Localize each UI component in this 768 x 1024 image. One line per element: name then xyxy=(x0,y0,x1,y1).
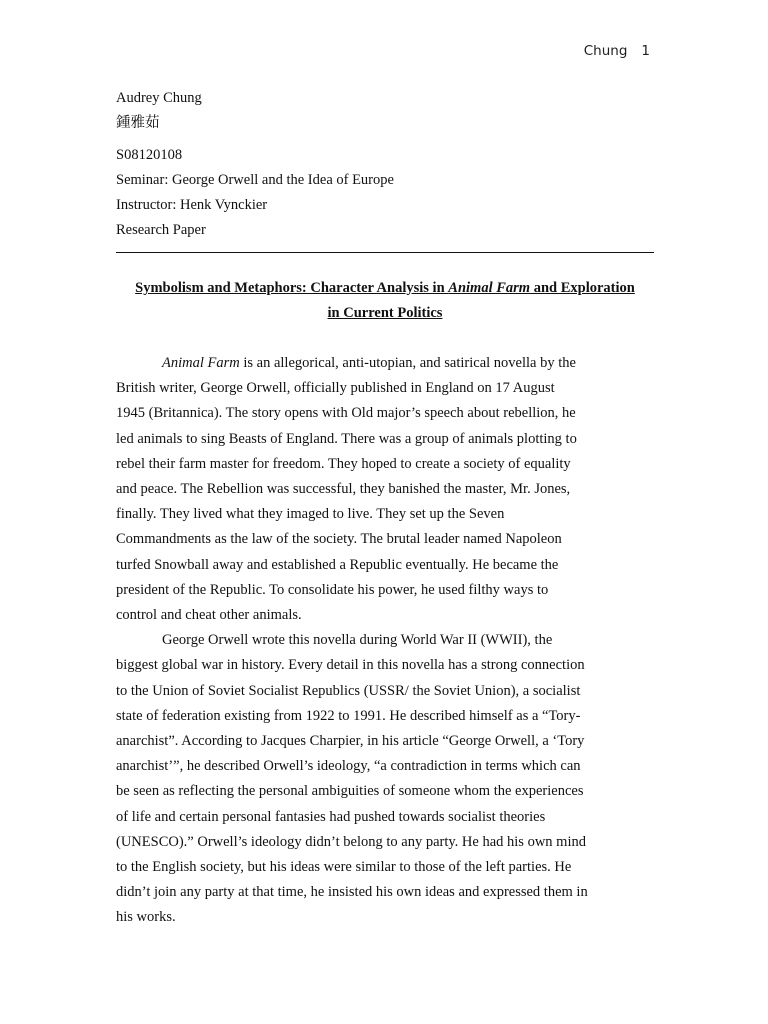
paragraph-line: of life and certain personal fantasies had pushed towards socialist theories xyxy=(116,808,546,825)
title-part-1: Symbolism and Metaphors: Character Analysis in xyxy=(135,280,449,296)
paragraph-1 xyxy=(116,351,624,628)
paragraph-line: anarchist”. According to Jacques Charpier, in his article “George Orwell, a ‘Tory xyxy=(116,733,585,750)
paragraph-line: led animals to sing Beasts of England. There was a group of animals plotting to xyxy=(116,430,577,447)
paragraph-line: rebel their farm master for freedom. They hoped to create a society of equality xyxy=(116,455,571,472)
paragraph-line: anarchist’”, he described Orwell’s ideology, “a contradiction in terms which can xyxy=(116,758,581,775)
paragraph-line: state of federation existing from 1922 to 1991. He described himself as a “Tory- xyxy=(116,707,581,724)
author-name: Audrey Chung xyxy=(116,90,202,106)
instructor-name: Instructor: Henk Vynckier xyxy=(116,197,268,213)
paragraph-line: control and cheat other animals. xyxy=(116,607,302,624)
seminar-name: Seminar: George Orwell and the Idea of Europe xyxy=(116,172,394,188)
author-name-chinese: 鍾雅茹 xyxy=(116,115,160,131)
paragraph-line: didn’t join any party at that time, he insisted his own ideas and expressed them in xyxy=(116,884,588,901)
mla-heading xyxy=(116,86,656,243)
paragraph-line: finally. They lived what they imaged to live. They set up the Seven xyxy=(116,506,505,523)
paragraph-line: biggest global war in history. Every detail in this novella has a strong connection xyxy=(116,657,585,674)
page-number: 1 xyxy=(641,43,650,59)
running-head-surname: Chung xyxy=(583,43,628,59)
running-head xyxy=(584,43,650,59)
heading-divider xyxy=(116,252,654,253)
italic-work-title: Animal Farm xyxy=(162,355,240,371)
paragraph-2 xyxy=(116,628,624,930)
student-id: S08120108 xyxy=(116,147,183,163)
paragraph-line: Commandments as the law of the society. The brutal leader named Napoleon xyxy=(116,531,562,548)
paragraph-line: George Orwell wrote this novella during World War II (WWII), the xyxy=(162,632,553,649)
paragraph-line: his works. xyxy=(116,909,176,926)
paragraph-line: president of the Republic. To consolidate his power, he used filthy ways to xyxy=(116,581,549,598)
title-line-2: in Current Politics xyxy=(327,305,443,321)
paragraph-line: 1945 (Britannica). The story opens with Old major’s speech about rebellion, he xyxy=(116,405,576,422)
paragraph-line: Animal Farm is an allegorical, anti-utopian, and satirical novella by the xyxy=(162,355,576,371)
paragraph-line: turfed Snowball away and established a Republic eventually. He became the xyxy=(116,556,559,573)
paragraph-line: to the English society, but his ideas were similar to those of the left parties. He xyxy=(116,859,572,876)
body-text xyxy=(116,351,624,931)
paragraph-line: (UNESCO).” Orwell’s ideology didn’t belong to any party. He had his own mind xyxy=(116,833,586,850)
title-italic: Animal Farm xyxy=(448,280,531,296)
paper-title xyxy=(116,276,654,326)
title-part-2: and Exploration xyxy=(530,280,635,296)
paragraph-line: and peace. The Rebellion was successful, they banished the master, Mr. Jones, xyxy=(116,481,571,498)
paragraph-line: be seen as reflecting the personal ambiguities of someone whom the experiences xyxy=(116,783,584,800)
document-type: Research Paper xyxy=(116,222,206,238)
paragraph-line: to the Union of Soviet Socialist Republics (USSR/ the Soviet Union), a socialist xyxy=(116,682,581,699)
paragraph-line: British writer, George Orwell, officially published in England on 17 August xyxy=(116,380,555,397)
